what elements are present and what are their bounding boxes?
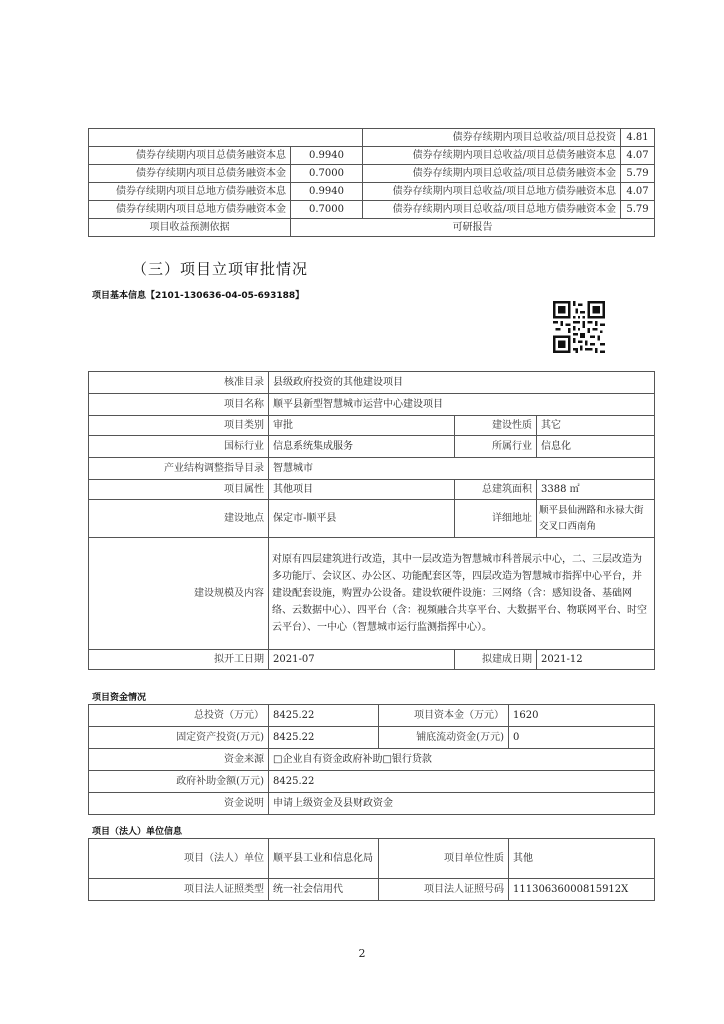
- fund-source-value: □企业自有资金政府补助□银行贷款: [269, 749, 655, 771]
- ratio-label: 债券存续期内项目总地方债券融资本金: [89, 201, 291, 219]
- fixed-asset-label: 固定资产投资(万元): [89, 727, 269, 749]
- ratio-value: 4.81: [621, 129, 655, 147]
- project-type-label: 项目类别: [89, 416, 269, 436]
- bond-ratio-table: [88, 128, 655, 237]
- industry-value: 信息系统集成服务: [269, 436, 455, 458]
- ratio-label: 债券存续期内项目总债务融资本金: [89, 165, 291, 183]
- ratio-label: 债券存续期内项目总收益/项目总债务融资本息: [363, 147, 621, 165]
- fixed-asset-value: 8425.22: [269, 727, 379, 749]
- project-type-value: 审批: [269, 416, 455, 436]
- project-info-title: 项目基本信息【2101-130636-04-05-693188】: [92, 291, 305, 301]
- area-value: 3388 ㎡: [537, 480, 655, 500]
- catalog-value: 县级政府投资的其他建设项目: [269, 372, 655, 394]
- address-label: 详细地址: [455, 500, 537, 538]
- cert-type-value: 统一社会信用代: [269, 879, 379, 901]
- qr-code-icon: [553, 301, 605, 353]
- cert-number-label: 项目法人证照号码: [379, 879, 509, 901]
- location-label: 建设地点: [89, 500, 269, 538]
- end-date-value: 2021-12: [537, 650, 655, 670]
- funds-title: 项目资金情况: [92, 693, 147, 703]
- ratio-value: 0.9940: [291, 147, 363, 165]
- catalog-label: 核准目录: [89, 372, 269, 394]
- area-label: 总建筑面积: [455, 480, 537, 500]
- ratio-value: 5.79: [621, 165, 655, 183]
- total-investment-label: 总投资（万元）: [89, 705, 269, 727]
- total-investment-value: 8425.22: [269, 705, 379, 727]
- guide-value: 智慧城市: [269, 458, 655, 480]
- unit-nature-value: 其他: [509, 839, 655, 879]
- basis-value: 可研报告: [291, 219, 655, 237]
- guide-label: 产业结构调整指导目录: [89, 458, 269, 480]
- location-value: 保定市-顺平县: [269, 500, 455, 538]
- fund-note-label: 资金说明: [89, 793, 269, 815]
- subsidy-label: 政府补助金额(万元): [89, 771, 269, 793]
- working-capital-label: 铺底流动资金(万元): [379, 727, 509, 749]
- unit-title: 项目（法人）单位信息: [92, 827, 183, 837]
- project-funds-table: [88, 704, 655, 815]
- scope-value: 对原有四层建筑进行改造，其中一层改造为智慧城市科普展示中心，二、三层改造为多功能厅、会议区、办公区、功能配套区等，四层改造为智慧城市指挥中心平台，并建设配套设施，购置办公设备。建设软硬件设施：三网络（含：感知设备、基础网络、云数据中心）、四平台（含：视频融合共享平台、大数据平台、物联网平台、时空云平台）、一中心（智慧城市运行监测指挥中心）。: [269, 538, 655, 650]
- sector-label: 所属行业: [455, 436, 537, 458]
- fund-note-value: 申请上级资金及县财政资金: [269, 793, 655, 815]
- ratio-value: 4.07: [621, 147, 655, 165]
- cert-number-value: 11130636000815912X: [509, 879, 655, 901]
- unit-nature-label: 项目单位性质: [379, 839, 509, 879]
- unit-value: 顺平县工业和信息化局: [269, 839, 379, 879]
- ratio-label: 债券存续期内项目总收益/项目总投资: [363, 129, 621, 147]
- basis-label: 项目收益预测依据: [89, 219, 291, 237]
- ratio-label: 债券存续期内项目总债务融资本息: [89, 147, 291, 165]
- project-basic-table: [88, 371, 655, 670]
- capital-value: 1620: [509, 705, 655, 727]
- ratio-label: 债券存续期内项目总地方债券融资本息: [89, 183, 291, 201]
- cert-type-label: 项目法人证照类型: [89, 879, 269, 901]
- ratio-value: 0.7000: [291, 165, 363, 183]
- project-unit-table: [88, 838, 655, 901]
- ratio-label: 债券存续期内项目总收益/项目总地方债券融资本息: [363, 183, 621, 201]
- industry-label: 国标行业: [89, 436, 269, 458]
- ratio-value: 5.79: [621, 201, 655, 219]
- working-capital-value: 0: [509, 727, 655, 749]
- sector-value: 信息化: [537, 436, 655, 458]
- ratio-value: 0.9940: [291, 183, 363, 201]
- capital-label: 项目资本金（万元）: [379, 705, 509, 727]
- nature-label: 建设性质: [455, 416, 537, 436]
- page-number: 2: [358, 947, 366, 960]
- start-date-value: 2021-07: [269, 650, 455, 670]
- scope-label: 建设规模及内容: [89, 538, 269, 650]
- attribute-label: 项目属性: [89, 480, 269, 500]
- ratio-label: 债券存续期内项目总收益/项目总债务融资本金: [363, 165, 621, 183]
- subsidy-value: 8425.22: [269, 771, 655, 793]
- ratio-value: 0.7000: [291, 201, 363, 219]
- section-heading: （三）项目立项审批情况: [132, 260, 309, 278]
- unit-label: 项目（法人）单位: [89, 839, 269, 879]
- end-date-label: 拟建成日期: [455, 650, 537, 670]
- address-value: 顺平县仙洲路和永禄大街交叉口西南角: [537, 500, 655, 538]
- nature-value: 其它: [537, 416, 655, 436]
- ratio-empty-cell: [89, 129, 363, 147]
- project-name-label: 项目名称: [89, 394, 269, 416]
- start-date-label: 拟开工日期: [89, 650, 269, 670]
- attribute-value: 其他项目: [269, 480, 455, 500]
- ratio-value: 4.07: [621, 183, 655, 201]
- ratio-label: 债券存续期内项目总收益/项目总地方债券融资本金: [363, 201, 621, 219]
- fund-source-label: 资金来源: [89, 749, 269, 771]
- project-name-value: 顺平县新型智慧城市运营中心建设项目: [269, 394, 655, 416]
